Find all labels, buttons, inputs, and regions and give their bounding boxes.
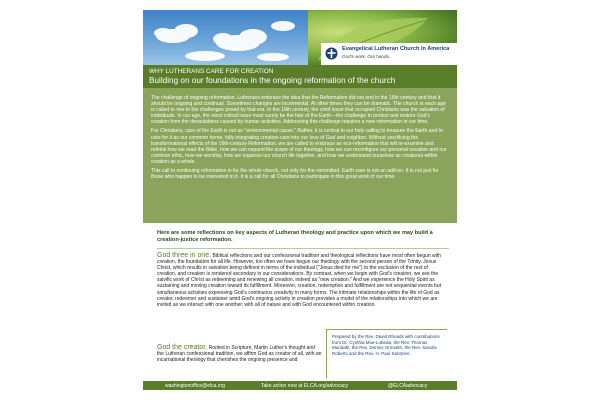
- section-paragraph: [157, 345, 322, 363]
- footer-email[interactable]: washingtonoffice@elca.org: [165, 383, 226, 389]
- org-tagline: God's work. Our hands.: [342, 54, 391, 59]
- title-bar: [143, 65, 457, 88]
- lead-statement: Here are some reflections on key aspects of Lutheran theology and practice upon which we may build a creation-justice reformation.: [157, 230, 433, 243]
- org-name: Evangelical Lutheran Church in America: [342, 46, 450, 52]
- page-title: Building on our foundations in the ongoing reformation of the church: [149, 76, 396, 85]
- section-heading: God the creator.: [157, 344, 208, 351]
- elca-logo-panel: [321, 43, 457, 65]
- cross-logo-icon: [325, 47, 338, 60]
- section-text: Rooted in Scripture, Martin Luther's thought and the Lutheran confessional tradition, we affirm God as creator of all, with an incarnational theology that cherishes the ongoing presence and: [157, 345, 322, 364]
- section-paragraph: [157, 253, 447, 308]
- intro-paragraph: The challenge of ongoing reformation. Lutherans embrace the idea that the Reformation did not end in the 16th century and that it should be ongoing and continual. Sometimes changes are incremental. At other times they can be dramatic. The church in each age is called to rise to the challenges posed by that era. In the 16th century, the chief issue that occupied Christians was the salvation of individuals. In our age, the most critical issue must surely be the fate of the Earth—the challenge to protect and restore God's creation from the devastations caused by human activities. Addressing this challenge requires a new reformation in our time.: [151, 95, 446, 126]
- intro-panel: [143, 88, 457, 223]
- footer-bar: [143, 381, 457, 390]
- intro-paragraph: This call to continuing reformation is for the whole church, not only for the committed. Earth care is not an add-on. It is not just for those who happen to be interested in it. It is a call for all Christians to participate in this great work of our time.: [151, 168, 439, 181]
- credits-text: Prepared by the Rev. David Rhoads with contributions from Dr. Cynthia Moe-Lobeda, the Rev. Thomas Mundahl, the Rev. Dennis Ormseth, the Rev. Sandra Roberts and the Rev. H. Paul Santmire.: [332, 334, 440, 356]
- sky-clouds-image: [143, 10, 308, 65]
- cloud-icon: [143, 10, 308, 65]
- divider: [157, 248, 449, 249]
- footer-action-link[interactable]: Take action now at ELCA.org/advocacy: [261, 383, 348, 389]
- section-heading: God three in one.: [157, 252, 212, 259]
- section-kicker: WHY LUTHERANS CARE FOR CREATION: [149, 68, 274, 75]
- section-text: Biblical reflections and our confessional tradition and theological reflections have most often begun with creation, the foundation for all life. However, too often we have begun our theology with the second person of the Trinity, Jesus Christ, which results in salvation being defined in terms of the individual ("Jesus died for me") to the exclusion of the rest of creation, and creation is rendered secondary in our considerations. By contrast, when we begin with God's creation, we see the salvific work of Christ as redeeming and renewing all creation, indeed as "new creation." And we experience the Holy Spirit as sustaining and moving creation toward its fulfillment. Moreover, creation, redemption and fulfillment are not sequential events but simultaneous activities expressing God's continuous creativity in many forms. The intimate relationships within the life of God as creator, redeemer and sustainer amid God's ongoing activity in creation provides a model of the relationships into which we are invited as we interact with one another, with all of nature and with God encountered within creation.: [157, 253, 442, 308]
- header-photo: [143, 10, 457, 65]
- credits-box: [326, 329, 447, 378]
- footer-social-handle[interactable]: @ELCAadvocacy: [388, 383, 428, 389]
- intro-paragraph: For Christians, care of the Earth is not an "environmental cause." Rather, it is central to our holy calling to treasure the Earth and to care for it as our common home, fully integrating creation-care into our love of God and neighbor. Without sacrificing the transformational effects of the 16th-century Reformation, we are called to embrace an eco-reformation that will re-examine and rethink how we read the Bible, how we can expand the scope of our theology, how we can reconfigure our personal vocation and our common ethic, how we worship, how we organize our church life together, and how we understand ourselves as creatures within creation as a whole.: [151, 128, 447, 165]
- advocacy-sheet: [143, 10, 457, 390]
